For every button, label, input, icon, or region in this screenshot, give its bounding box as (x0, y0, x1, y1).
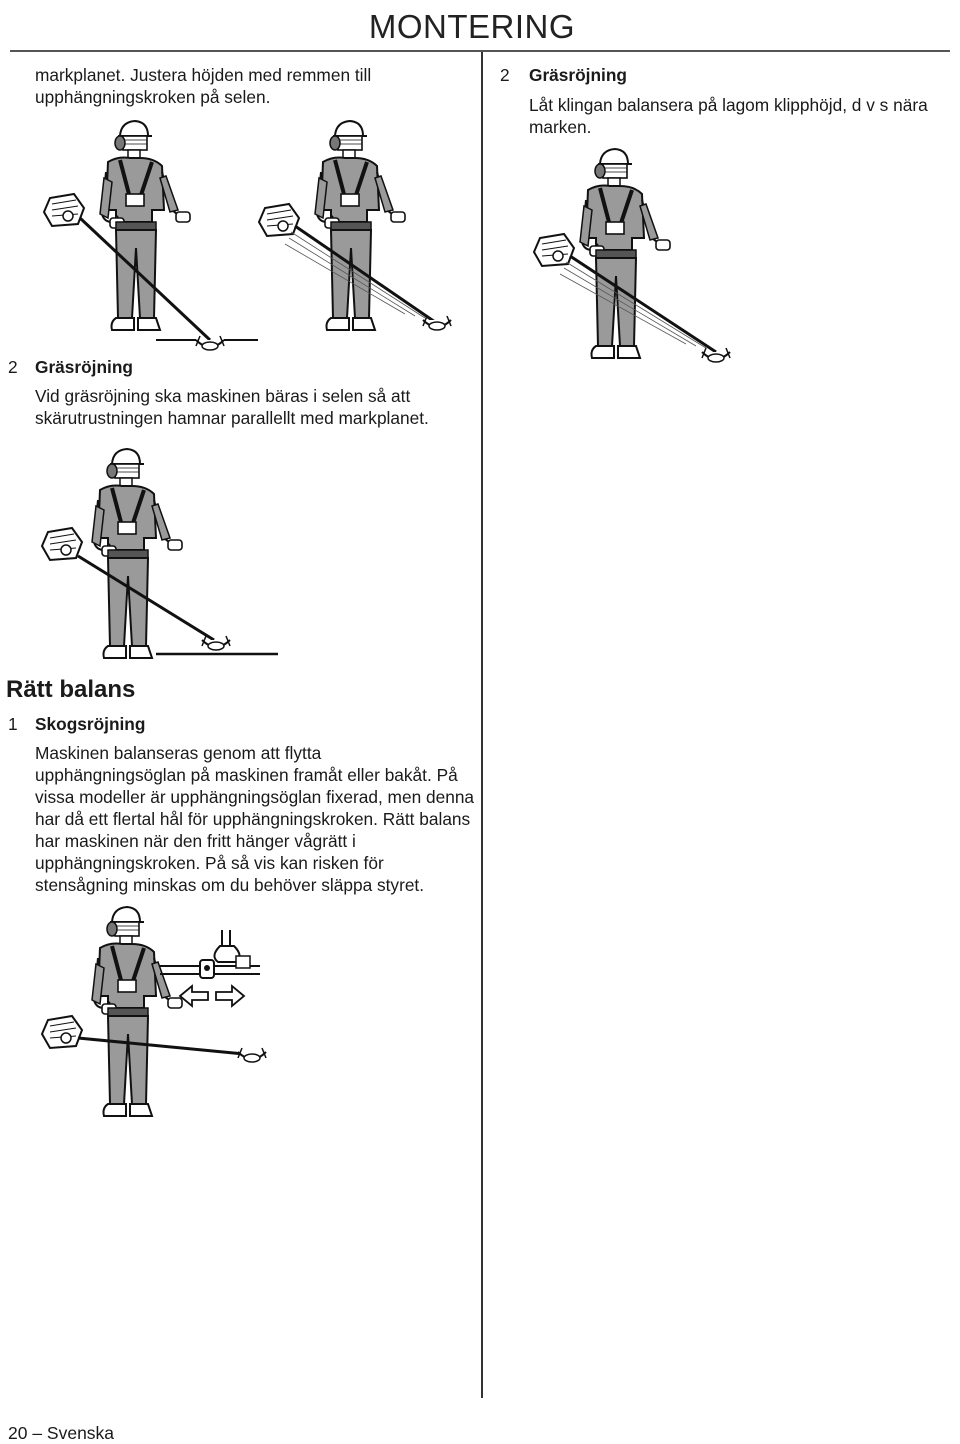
illustration-worker-1 (40, 118, 270, 358)
left-item-heading: Gräsröjning (35, 357, 133, 377)
section-item-text: Maskinen balanseras genom att flytta upphängningsöglan på maskinen framåt eller bakåt. På vissa modeller är upphängningsöglan fixerad, men denna har då ett flertal hål för upphängningskroken. Rätt balans har maskinen när den fritt hänger vågrätt i upphängningskroken. På så vis kan risken för stensågning minskas om du behöver släppa styret. (35, 743, 475, 895)
illustration-worker-2 (255, 118, 470, 348)
left-item-text: Vid gräsröjning ska maskinen bäras i selen så att skärutrustningen hamnar parallellt med markplanet. (35, 386, 429, 428)
right-item-heading: Gräsröjning (529, 65, 627, 85)
section-item-heading: Skogsröjning (35, 714, 146, 734)
left-item-number: 2 (8, 357, 18, 377)
illustration-balance-detail (160, 928, 270, 1008)
illustration-worker-3 (530, 146, 750, 396)
page-title: MONTERING (368, 8, 575, 45)
column-divider (481, 52, 483, 1398)
illustration-worker-4 (38, 446, 288, 676)
section-title: Rätt balans (6, 676, 136, 703)
right-item-text: Låt klingan balansera på lagom klipphöjd, d v s nära marken. (529, 95, 928, 137)
header-rule (10, 50, 950, 52)
page-footer: 20 – Svenska (8, 1423, 115, 1443)
right-item-number: 2 (500, 65, 510, 85)
intro-text: markplanet. Justera höjden med remmen till upphängningskroken på selen. (35, 65, 372, 107)
section-item-number: 1 (8, 714, 18, 734)
